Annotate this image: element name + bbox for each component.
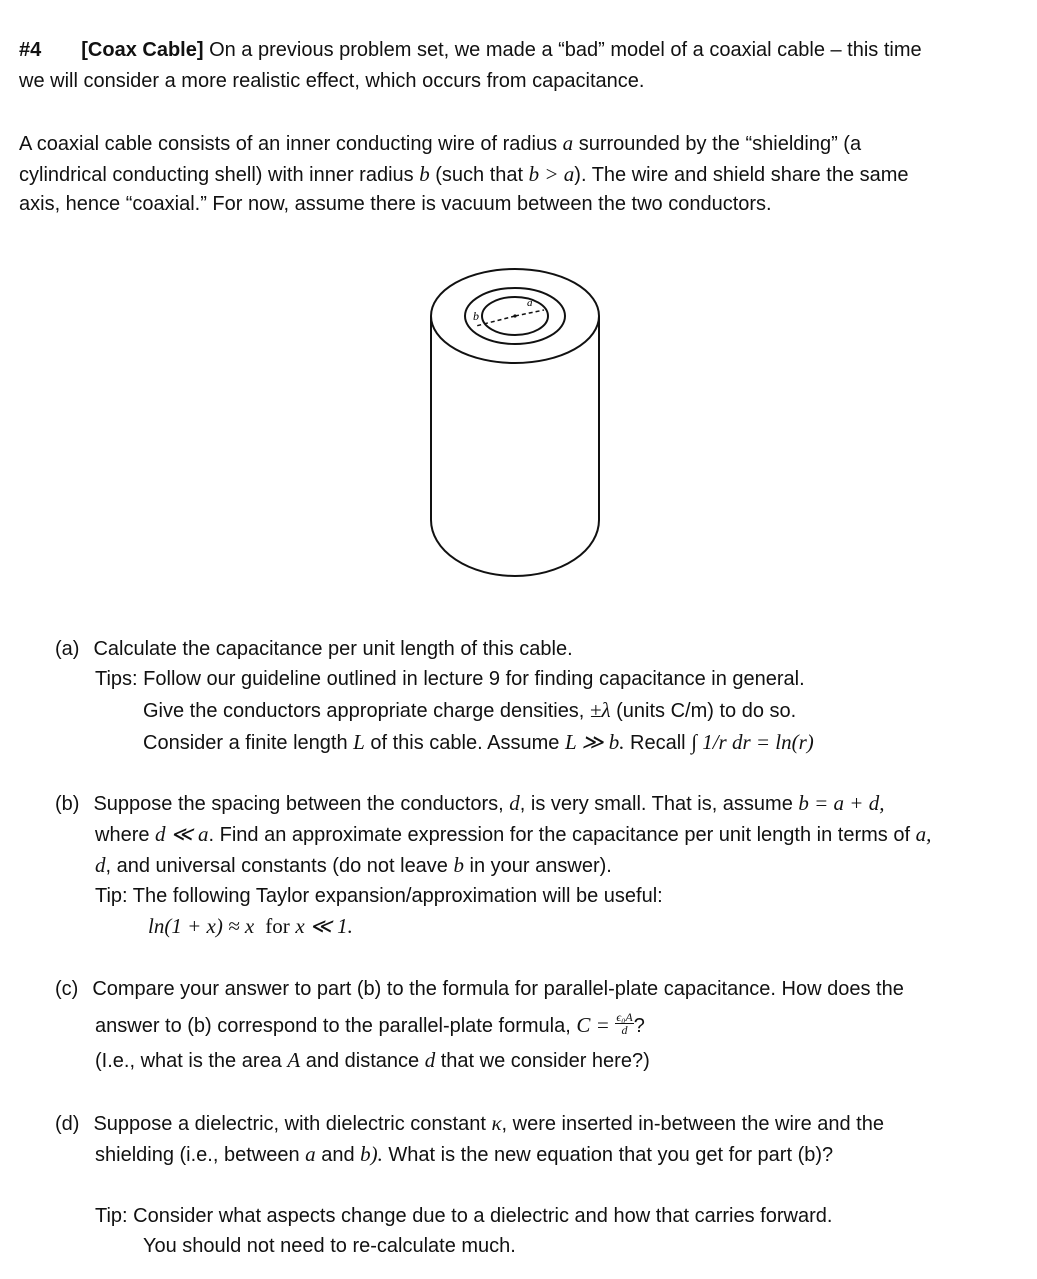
part-b-line-2: where d ≪ a. Find an approximate expression for the capacitance per unit length in terms of a, [95, 822, 932, 846]
problem-heading [19, 38, 922, 62]
part-d-tip-1: Tip: Consider what aspects change due to a dielectric and how that carries forward. [95, 1205, 833, 1227]
part-c-line-1: (c) Compare your answer to part (b) to the formula for parallel-plate capacitance. How does the [55, 978, 904, 1000]
label-b: b [473, 309, 479, 323]
part-a-tips-3: Consider a finite length L of this cable. Assume L ≫ b. Recall ∫ 1/r dr = ln(r) [143, 730, 814, 754]
part-d-line-2: shielding (i.e., between a and b). What is the new equation that you get for part (b)? [95, 1142, 834, 1166]
radius-a-line [515, 310, 544, 316]
part-c-marker: (c) [55, 978, 79, 1000]
coax-cable-figure [420, 262, 610, 582]
part-c-line-3: (I.e., what is the area A and distance d that we consider here?) [95, 1048, 650, 1072]
part-d-tip-2: You should not need to re-calculate much. [143, 1235, 516, 1257]
part-a-question: (a) Calculate the capacitance per unit length of this cable. [55, 638, 573, 660]
parallel-plate-fraction: $\frac{\text{ϵ₀A}}{d}$ [616, 1010, 633, 1038]
problem-number: #4 [19, 39, 42, 61]
problem-title: [Coax Cable] [81, 39, 204, 61]
part-b-tip: Tip: The following Taylor expansion/approximation will be useful: [95, 885, 663, 907]
part-b-taylor: ln(1 + x) ≈ x for x ≪ 1. [148, 914, 353, 938]
intro-text: On a previous problem set, we made a “bad” model of a coaxial cable – this time [209, 39, 922, 61]
part-d-line-1: (d) Suppose a dielectric, with dielectric constant κ, were inserted in-between the wire and the [55, 1111, 884, 1135]
label-a: a [527, 297, 533, 309]
part-a-marker: (a) [55, 638, 80, 660]
part-b-marker: (b) [55, 793, 80, 815]
part-b-line-3: d, and universal constants (do not leave b in your answer). [95, 853, 612, 877]
intro-text-line-2: we will consider a more realistic effect, which occurs from capacitance. [19, 70, 645, 92]
part-c-line-2: answer to (b) correspond to the parallel-plate formula, C = $\frac{\text{ϵ₀A}}{d}$ ? [95, 1010, 645, 1038]
part-a-tips-1: Tips: Follow our guideline outlined in lecture 9 for finding capacitance in general. [95, 668, 805, 690]
description-line-2: cylindrical conducting shell) with inner radius b (such that b > a). The wire and shield share the same [19, 162, 909, 186]
part-d-marker: (d) [55, 1113, 80, 1135]
center-dot [513, 314, 516, 317]
part-a-tips-2: Give the conductors appropriate charge densities, ±λ (units C/m) to do so. [143, 698, 797, 722]
description-line-1: A coaxial cable consists of an inner conducting wire of radius a surrounded by the “shielding” (a [19, 131, 862, 155]
cylinder-body [431, 316, 599, 576]
part-b-line-1: (b) Suppose the spacing between the conductors, d, is very small. That is, assume b = a + d, [55, 791, 885, 815]
description-line-3: axis, hence “coaxial.” For now, assume there is vacuum between the two conductors. [19, 193, 772, 215]
